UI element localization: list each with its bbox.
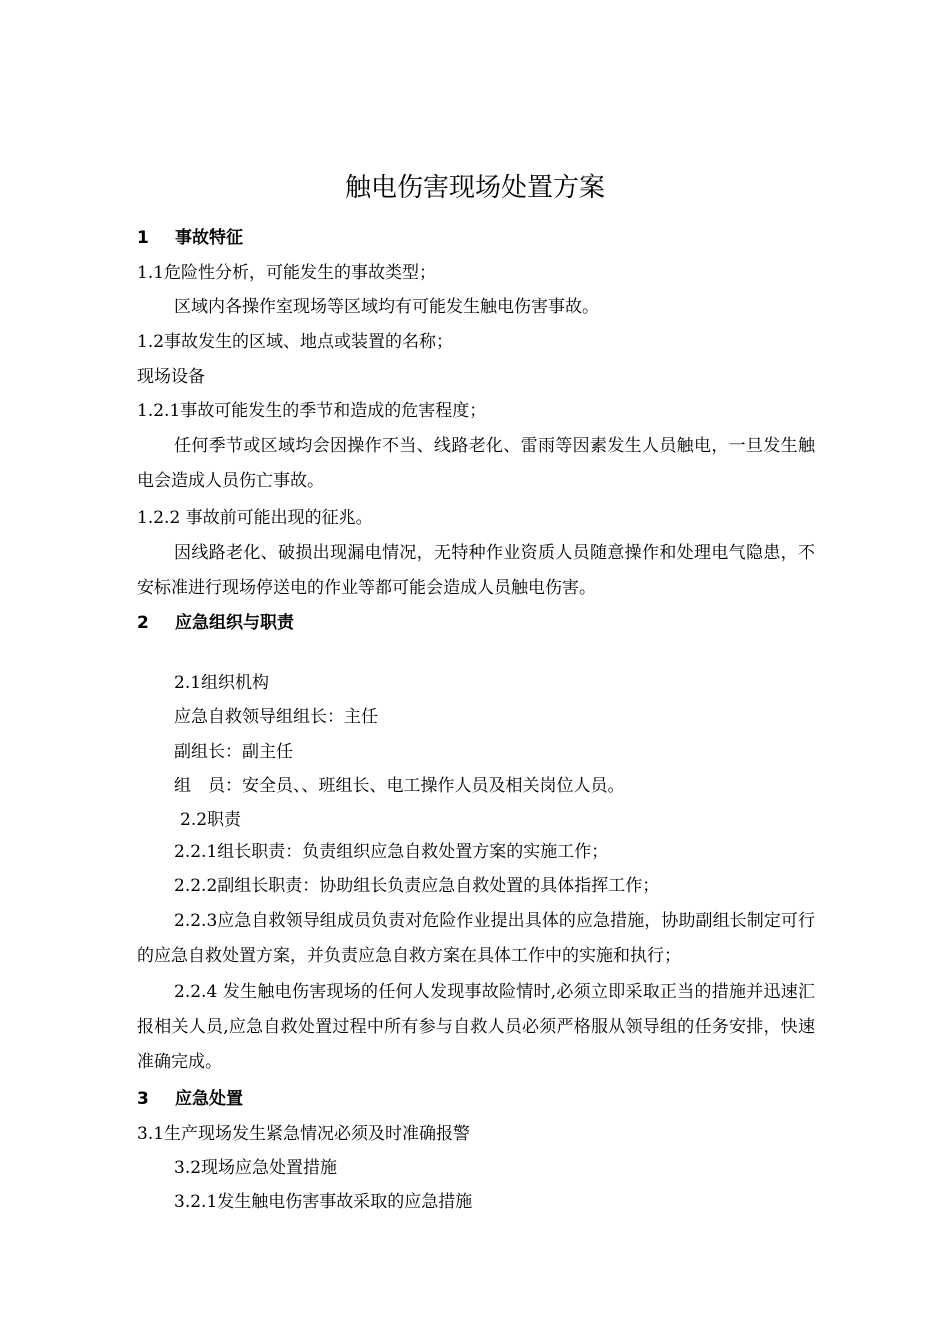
paragraph-1-1: 1.1危险性分析，可能发生的事故类型； <box>137 263 437 283</box>
section-label: 应急组织与职责 <box>175 613 294 633</box>
section-heading-1 <box>137 227 243 249</box>
paragraph-2-1-deputy: 副组长：副主任 <box>174 742 293 762</box>
paragraph-2-2-3: 2.2.3应急自救领导组成员负责对危险作业提出具体的应急措施，协助副组长制定可行的应急自救处置方案，并负责应急自救方案在具体工作中的实施和执行； <box>137 911 815 966</box>
paragraph-2-1-members: 组 员：安全员、、班组长、电工操作人员及相关岗位人员。 <box>174 776 625 796</box>
paragraph-2-2-2: 2.2.2副组长职责：协助组长负责应急自救处置的具体指挥工作； <box>174 876 660 896</box>
paragraph-1-2: 1.2事故发生的区域、地点或装置的名称； <box>137 332 454 352</box>
section-label: 应急处置 <box>175 1089 243 1109</box>
section-heading-3 <box>137 1088 243 1110</box>
paragraph-2-2-1: 2.2.1组长职责：负责组织应急自救处置方案的实施工作； <box>174 842 609 862</box>
paragraph-1-2-1: 1.2.1事故可能发生的季节和造成的危害程度； <box>137 401 487 421</box>
paragraph-3-2-1: 3.2.1发生触电伤害事故采取的应急措施 <box>174 1192 473 1212</box>
section-number: 2 <box>137 613 149 633</box>
paragraph-1-2-body: 现场设备 <box>137 367 205 387</box>
section-heading-2 <box>137 612 294 634</box>
document-title: 触电伤害现场处置方案 <box>344 173 605 203</box>
paragraph-2-1: 2.1组织机构 <box>174 673 270 693</box>
paragraph-1-2-2-body: 因线路老化、破损出现漏电情况，无特种作业资质人员随意操作和处理电气隐患，不安标准进行现场停送电的作业等都可能会造成人员触电伤害。 <box>137 543 815 598</box>
paragraph-1-1-body: 区域内各操作室现场等区域均有可能发生触电伤害事故。 <box>174 297 599 317</box>
paragraph-2-1-leader: 应急自救领导组组长：主任 <box>174 707 378 727</box>
paragraph-2-2-4: 2.2.4 发生触电伤害现场的任何人发现事故险情时,必须立即采取正当的措施并迅速汇报相关人员,应急自救处置过程中所有参与自救人员必须严格服从领导组的任务安排，快速准确完成。 <box>137 982 815 1072</box>
paragraph-1-2-1-body: 任何季节或区域均会因操作不当、线路老化、雷雨等因素发生人员触电，一旦发生触电会造成人员伤亡事故。 <box>137 436 815 491</box>
paragraph-3-2: 3.2现场应急处置措施 <box>174 1158 338 1178</box>
paragraph-3-1: 3.1生产现场发生紧急情况必须及时准确报警 <box>137 1124 471 1144</box>
section-number: 1 <box>137 228 149 248</box>
section-number: 3 <box>137 1089 149 1109</box>
paragraph-1-2-2: 1.2.2 事故前可能出现的征兆。 <box>137 508 373 528</box>
section-label: 事故特征 <box>175 228 243 248</box>
paragraph-2-2: 2.2职责 <box>180 810 242 830</box>
